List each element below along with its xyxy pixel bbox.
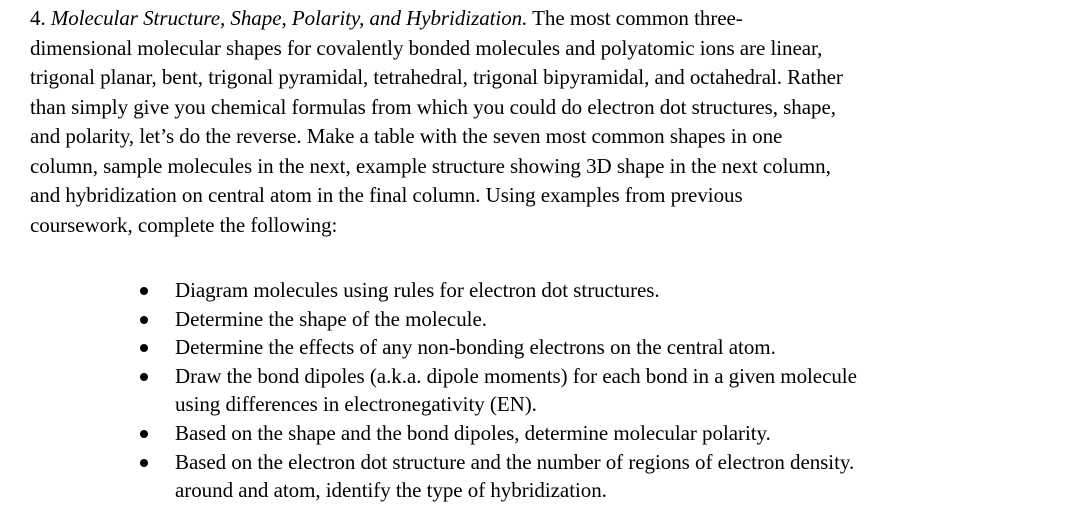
bullet-text: Based on the electron dot structure and the number of regions of electron density. — [175, 449, 855, 474]
bullet-item — [30, 362, 1070, 419]
bullet-dot-icon — [140, 459, 148, 467]
bullet-text-continued: around and atom, identify the type of hybridization. — [175, 478, 607, 503]
bullet-dot-icon — [140, 430, 148, 438]
task-bullet-list — [30, 276, 1070, 505]
bullet-dot-icon — [140, 287, 148, 295]
intro-line-2: dimensional molecular shapes for covalently bonded molecules and polyatomic ions are linear, — [30, 35, 823, 60]
bullet-dot-icon — [140, 373, 148, 381]
intro-line-4: than simply give you chemical formulas from which you could do electron dot structures, shape, — [30, 94, 836, 119]
bullet-text: Determine the shape of the molecule. — [175, 306, 487, 331]
bullet-text: Based on the shape and the bond dipoles, determine molecular polarity. — [175, 420, 771, 445]
bullet-text-continued: using differences in electronegativity (EN). — [175, 392, 537, 417]
question-title: Molecular Structure, Shape, Polarity, and Hybridization. — [50, 6, 528, 30]
question-intro-paragraph — [30, 4, 1070, 240]
question-document — [30, 4, 1070, 503]
bullet-item — [30, 448, 1070, 505]
intro-line-7: and hybridization on central atom in the final column. Using examples from previous — [30, 183, 743, 207]
question-number: 4. — [30, 6, 46, 30]
intro-line-1: The most common three- — [532, 6, 743, 30]
bullet-item — [30, 333, 1070, 362]
bullet-item — [30, 419, 1070, 448]
intro-line-5: and polarity, let’s do the reverse. Make a table with the seven most common shapes in one — [30, 124, 783, 148]
intro-line-8: coursework, complete the following: — [30, 212, 338, 237]
intro-line-3: trigonal planar, bent, trigonal pyramidal, tetrahedral, trigonal bipyramidal, and octahedral. Rather — [30, 65, 843, 89]
bullet-text: Draw the bond dipoles (a.k.a. dipole moments) for each bond in a given molecule — [175, 363, 857, 388]
bullet-text: Determine the effects of any non-bonding electrons on the central atom. — [175, 335, 776, 360]
intro-line-6: column, sample molecules in the next, example structure showing 3D shape in the next column, — [30, 153, 831, 178]
bullet-dot-icon — [140, 316, 148, 324]
bullet-item — [30, 305, 1070, 334]
bullet-dot-icon — [140, 344, 148, 352]
bullet-text: Diagram molecules using rules for electron dot structures. — [175, 278, 660, 302]
bullet-item — [30, 276, 1070, 305]
